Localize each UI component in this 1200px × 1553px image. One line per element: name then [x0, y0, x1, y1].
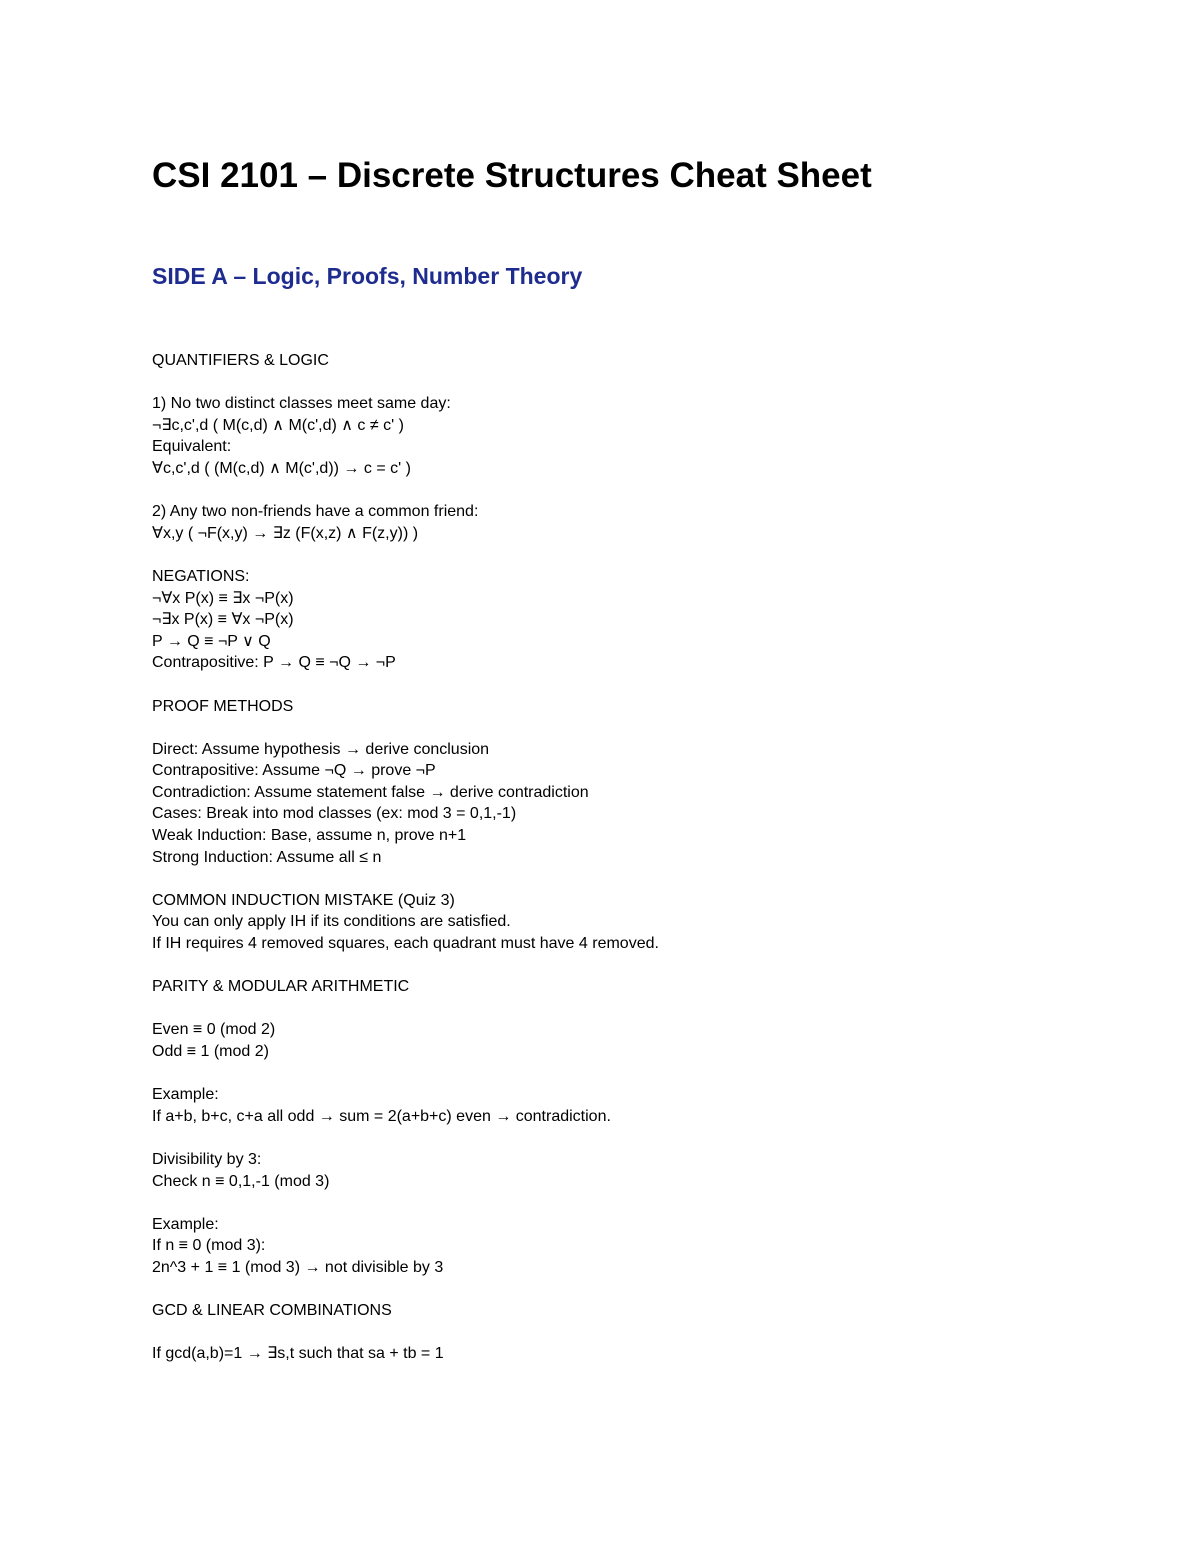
cheat-sheet-body: [152, 350, 1152, 1365]
blank-line: [152, 1279, 1152, 1301]
text-line: ¬∀x P(x) ≡ ∃x ¬P(x): [152, 589, 294, 607]
blank-line: [152, 1322, 1152, 1344]
text-line: Example:: [152, 1215, 219, 1233]
page-title: CSI 2101 – Discrete Structures Cheat Sheet: [152, 156, 872, 195]
text-line: COMMON INDUCTION MISTAKE (Quiz 3): [152, 891, 455, 909]
text-line: ∀c,c',d ( (M(c,d) ∧ M(c',d)) → c = c' ): [152, 459, 411, 477]
text-line: Cases: Break into mod classes (ex: mod 3 = 0,1,-1): [152, 805, 517, 823]
text-line: 2n^3 + 1 ≡ 1 (mod 3) → not divisible by 3: [152, 1258, 444, 1276]
text-line: ∀x,y ( ¬F(x,y) → ∃z (F(x,z) ∧ F(z,y)) ): [152, 524, 419, 542]
blank-line: [152, 717, 1152, 739]
blank-line: [152, 868, 1152, 890]
text-line: PROOF METHODS: [152, 697, 294, 715]
text-line: Example:: [152, 1086, 219, 1104]
text-line: Strong Induction: Assume all ≤ n: [152, 848, 382, 866]
text-line: Contrapositive: Assume ¬Q → prove ¬P: [152, 762, 436, 780]
blank-line: [152, 372, 1152, 394]
text-line: Equivalent:: [152, 438, 232, 456]
blank-line: [152, 955, 1152, 977]
text-line: Check n ≡ 0,1,-1 (mod 3): [152, 1172, 330, 1190]
text-line: GCD & LINEAR COMBINATIONS: [152, 1302, 392, 1320]
text-line: If a+b, b+c, c+a all odd → sum = 2(a+b+c) even → contradiction.: [152, 1107, 611, 1125]
text-line: P → Q ≡ ¬P ∨ Q: [152, 632, 271, 650]
blank-line: [152, 1127, 1152, 1149]
text-line: Odd ≡ 1 (mod 2): [152, 1043, 269, 1060]
text-line: Contradiction: Assume statement false → derive contradiction: [152, 783, 589, 801]
text-line: 2) Any two non-friends have a common friend:: [152, 503, 479, 521]
blank-line: [152, 998, 1152, 1020]
text-line: Direct: Assume hypothesis → derive conclusion: [152, 740, 490, 758]
text-line: Weak Induction: Base, assume n, prove n+1: [152, 827, 467, 845]
text-line: 1) No two distinct classes meet same day:: [152, 395, 451, 413]
blank-line: [152, 674, 1152, 696]
text-line: QUANTIFIERS & LOGIC: [152, 352, 329, 369]
text-line: Even ≡ 0 (mod 2): [152, 1021, 276, 1039]
text-line: If n ≡ 0 (mod 3):: [152, 1237, 266, 1255]
blank-line: [152, 544, 1152, 566]
text-line: ¬∃c,c',d ( M(c,d) ∧ M(c',d) ∧ c ≠ c' ): [152, 416, 404, 434]
blank-line: [152, 1063, 1152, 1085]
text-line: Contrapositive: P → Q ≡ ¬Q → ¬P: [152, 654, 396, 672]
side-a-heading: SIDE A – Logic, Proofs, Number Theory: [152, 263, 583, 289]
text-line: NEGATIONS:: [152, 567, 250, 585]
text-line: PARITY & MODULAR ARITHMETIC: [152, 978, 410, 996]
text-line: If gcd(a,b)=1 → ∃s,t such that sa + tb = 1: [152, 1345, 444, 1363]
blank-line: [152, 1192, 1152, 1214]
text-line: Divisibility by 3:: [152, 1150, 262, 1168]
blank-line: [152, 480, 1152, 502]
text-line: You can only apply IH if its conditions are satisfied.: [152, 913, 511, 931]
text-line: If IH requires 4 removed squares, each quadrant must have 4 removed.: [152, 935, 659, 953]
text-line: ¬∃x P(x) ≡ ∀x ¬P(x): [152, 611, 294, 629]
